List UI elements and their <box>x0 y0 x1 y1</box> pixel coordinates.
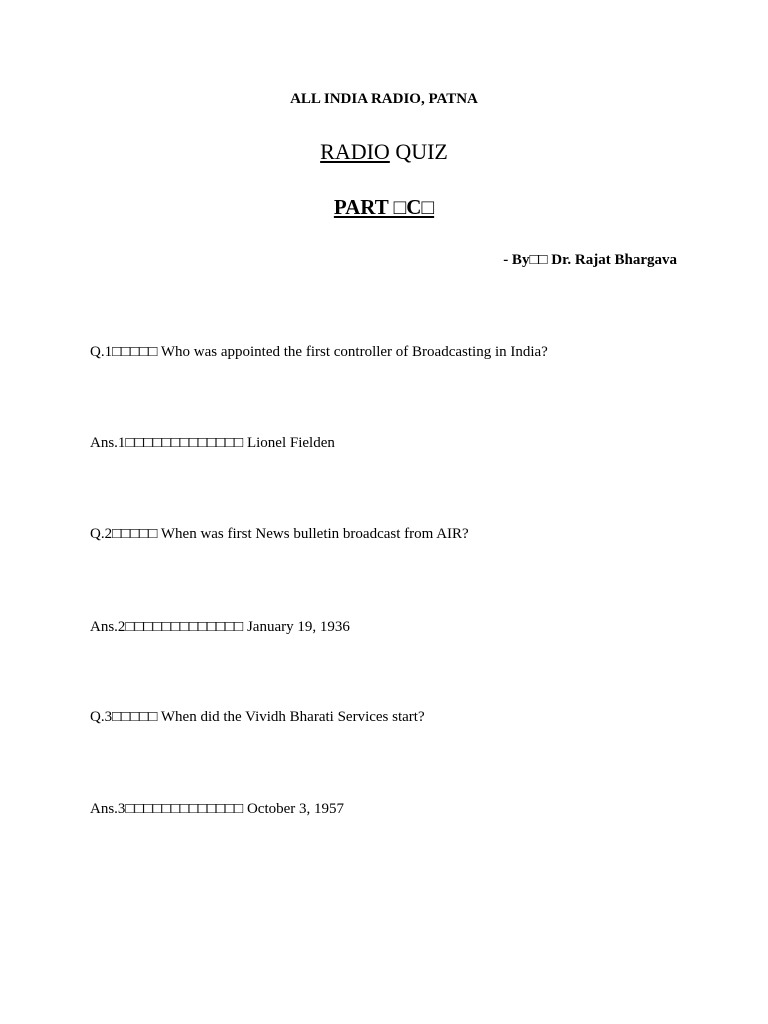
answer-1-label: Ans.1□□□□□□□□□□□□□ <box>90 435 244 451</box>
author-byline: - By□□ Dr. Rajat Bhargava <box>503 252 677 268</box>
answer-1-text: Lionel Fielden <box>246 435 335 451</box>
quiz-title <box>0 139 768 165</box>
answer-2 <box>90 619 350 636</box>
answer-1 <box>90 435 335 452</box>
part-title: PART □C□ <box>333 195 435 219</box>
question-1 <box>90 344 548 361</box>
answer-3-text: October 3, 1957 <box>246 801 345 817</box>
question-2-text: When was first News bulletin broadcast from AIR? <box>160 526 469 542</box>
question-1-label: Q.1□□□□□ <box>90 344 158 360</box>
station-heading: ALL INDIA RADIO, PATNA <box>290 91 478 107</box>
quiz-title-rest: QUIZ <box>389 139 448 164</box>
question-1-text: Who was appointed the first controller of Broadcasting in India? <box>160 344 548 360</box>
question-2 <box>90 526 469 543</box>
quiz-title-underlined: RADIO <box>320 139 390 164</box>
question-3-label: Q.3□□□□□ <box>90 709 158 725</box>
answer-2-label: Ans.2□□□□□□□□□□□□□ <box>90 619 244 635</box>
answer-3-label: Ans.3□□□□□□□□□□□□□ <box>90 801 244 817</box>
answer-2-text: January 19, 1936 <box>246 619 350 635</box>
question-3 <box>90 709 425 726</box>
question-3-text: When did the Vividh Bharati Services start? <box>160 709 425 725</box>
question-2-label: Q.2□□□□□ <box>90 526 158 542</box>
answer-3 <box>90 801 344 818</box>
